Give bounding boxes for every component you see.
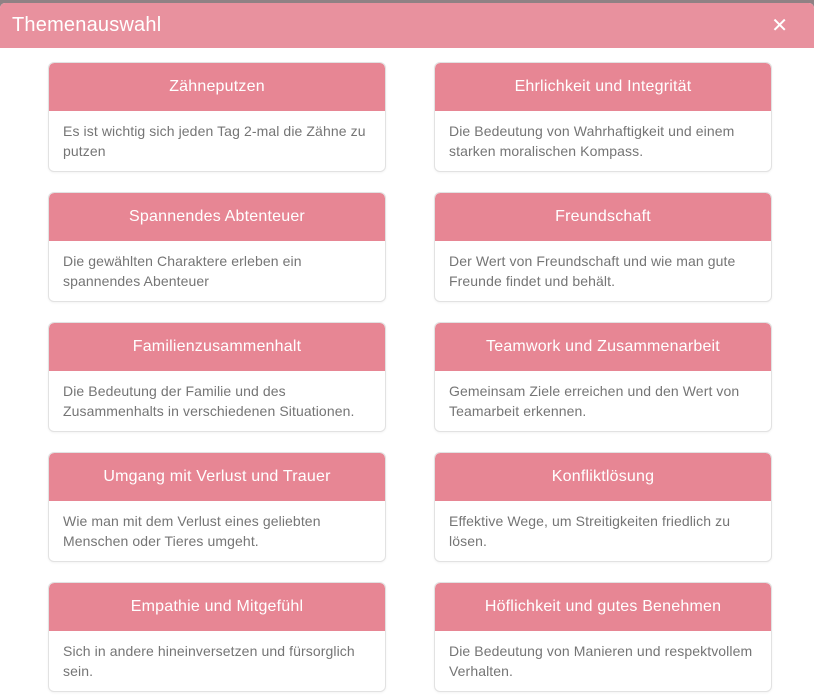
topic-description: Die Bedeutung von Wahrhaftigkeit und einem starken moralischen Kompass. [449, 123, 735, 159]
topic-description: Die gewählten Charaktere erleben ein spannendes Abenteuer [63, 253, 302, 289]
dialog-title: Themenauswahl [12, 14, 162, 36]
topic-description: Sich in andere hineinversetzen und fürsorglich sein. [63, 643, 355, 679]
topic-card-header [435, 63, 771, 111]
topic-card[interactable] [48, 192, 386, 302]
topic-title: Ehrlichkeit und Integrität [514, 78, 692, 95]
topic-title: Zähneputzen [169, 78, 265, 95]
topic-description: Wie man mit dem Verlust eines geliebten Menschen oder Tieres umgeht. [63, 513, 321, 549]
topic-title: Familienzusammenhalt [132, 338, 302, 355]
topic-title: Spannendes Abtenteuer [129, 208, 305, 225]
topic-description: Effektive Wege, um Streitigkeiten friedlich zu lösen. [449, 513, 731, 549]
topic-card-header [49, 63, 385, 111]
topic-card[interactable] [48, 582, 386, 692]
topic-card-header [435, 583, 771, 631]
topic-card[interactable] [48, 452, 386, 562]
topic-description: Es ist wichtig sich jeden Tag 2-mal die Zähne zu putzen [63, 123, 366, 159]
topic-description: Die Bedeutung der Familie und des Zusammenhalts in verschiedenen Situationen. [63, 383, 355, 419]
topic-card-header [435, 453, 771, 501]
topic-card-header [49, 583, 385, 631]
topic-card[interactable] [434, 192, 772, 302]
topic-title: Teamwork und Zusammenarbeit [486, 338, 720, 355]
topic-description: Der Wert von Freundschaft und wie man gute Freunde findet und behält. [449, 253, 736, 289]
topic-card[interactable] [434, 322, 772, 432]
topic-title: Empathie und Mitgefühl [130, 598, 304, 615]
topic-card[interactable] [434, 582, 772, 692]
topic-card[interactable] [48, 62, 386, 172]
topic-title: Höflichkeit und gutes Benehmen [484, 598, 722, 615]
topic-card[interactable] [434, 62, 772, 172]
topic-description: Die Bedeutung von Manieren und respektvollem Verhalten. [449, 643, 753, 679]
topic-card[interactable] [48, 322, 386, 432]
dialog-header [0, 3, 814, 48]
topic-card-header [49, 193, 385, 241]
topic-card-header [435, 323, 771, 371]
close-button[interactable] [765, 12, 794, 40]
topic-card[interactable] [434, 452, 772, 562]
topics-grid [0, 48, 814, 698]
topic-card-header [49, 453, 385, 501]
close-icon: ✕ [771, 14, 788, 37]
topic-card-header [435, 193, 771, 241]
topic-description: Gemeinsam Ziele erreichen und den Wert von Teamarbeit erkennen. [449, 383, 740, 419]
topic-title: Konfliktlösung [551, 468, 655, 485]
topic-title: Umgang mit Verlust und Trauer [103, 468, 331, 485]
topic-card-header [49, 323, 385, 371]
topic-title: Freundschaft [555, 208, 651, 225]
theme-selection-dialog [0, 3, 814, 698]
